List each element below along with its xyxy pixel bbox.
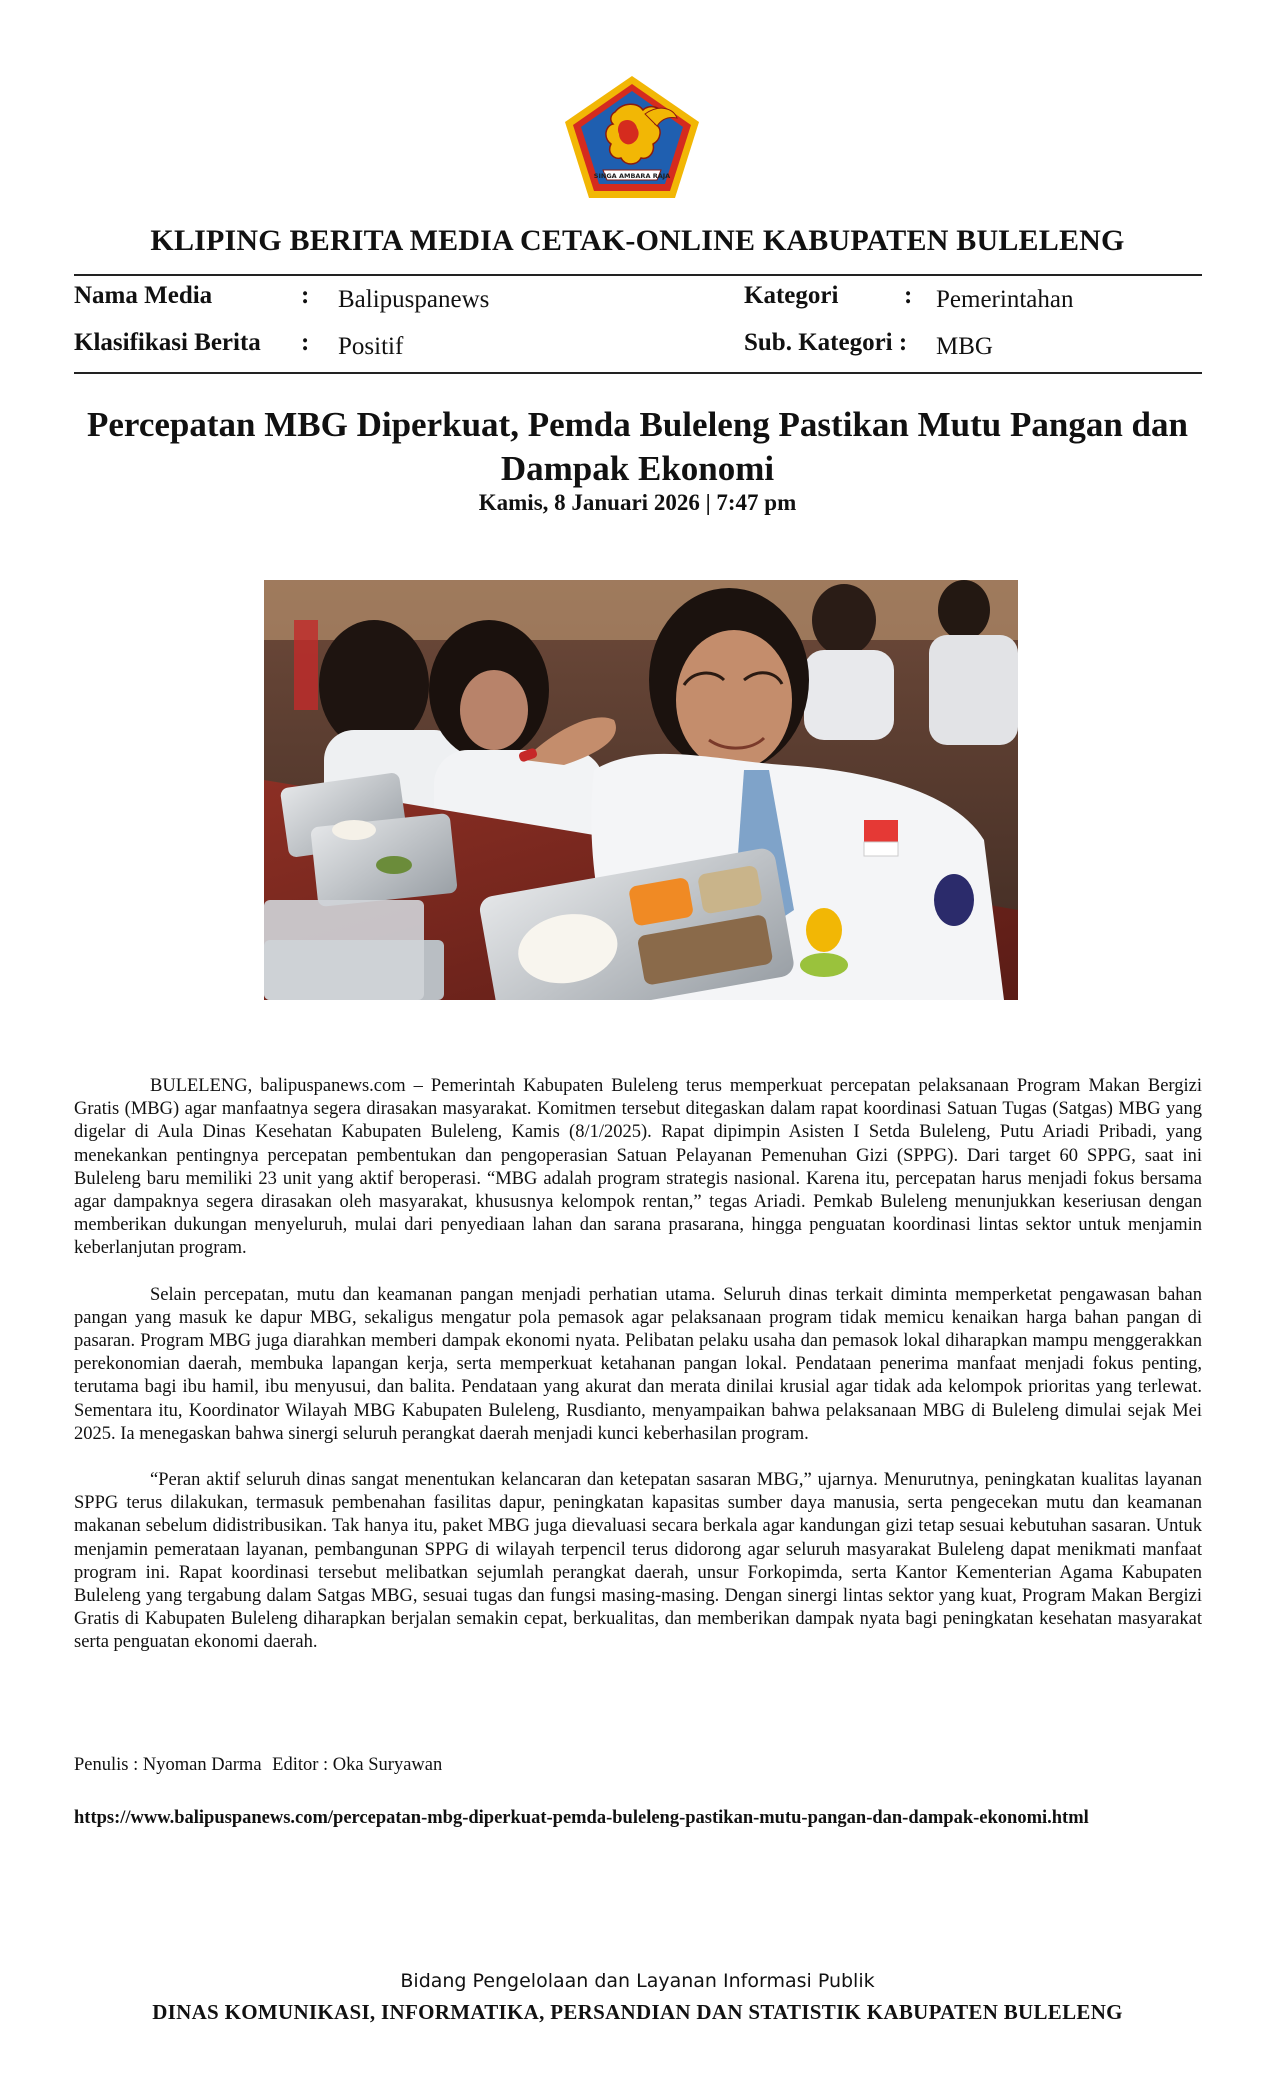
writer-credit: Penulis : Nyoman Darma	[74, 1755, 262, 1775]
article-credits	[74, 1755, 448, 1776]
svg-text:SINGA AMBARA RAJA: SINGA AMBARA RAJA	[593, 172, 671, 180]
kabupaten-buleleng-logo	[563, 74, 701, 200]
category-colon: :	[904, 282, 913, 309]
meta-row-2	[74, 329, 1202, 369]
article-paragraph-3: “Peran aktif seluruh dinas sangat menentukan kelancaran dan ketepatan sasaran MBG,” ujarnya. Menurutnya, peningkatan kualitas layanan SPPG terus dilakukan, termasuk pembenahan fasilitas dapur, peningkatan kapasitas sumber daya manusia, serta pengecekan mutu dan keamanan makanan sebelum didistribusikan. Tak hanya itu, paket MBG juga dievaluasi secara berkala agar kandungan gizi tetap sesuai kebutuhan sasaran. Untuk menjamin pemerataan layanan, pembangunan SPPG di wilayah terpencil terus didorong agar seluruh masyarakat Buleleng dapat menikmati manfaat program ini. Rapat koordinasi tersebut melibatkan sejumlah perangkat daerah, unsur Forkopimda, serta Kantor Kementerian Agama Kabupaten Buleleng yang tergabung dalam Satgas MBG, sesuai tugas dan fungsi masing-masing. Dengan sinergi lintas sektor yang kuat, Program Makan Bergizi Gratis di Kabupaten Buleleng diharapkan berjalan semakin cepat, berkualitas, dan memberikan dampak nyata bagi peningkatan kesehatan masyarakat serta penguatan ekonomi daerah.	[74, 1470, 1202, 1653]
media-name-value: Balipuspanews	[338, 286, 490, 313]
article-body	[74, 1075, 1202, 1678]
meta-row-1	[74, 282, 1202, 322]
classification-label: Klasifikasi Berita	[74, 329, 261, 356]
article-date: Kamis, 8 Januari 2026 | 7:47 pm	[478, 490, 797, 515]
document-header-title: KLIPING BERITA MEDIA CETAK-ONLINE KABUPATEN BULELENG	[150, 224, 1125, 257]
classification-value: Positif	[338, 333, 404, 360]
category-value: Pemerintahan	[936, 286, 1074, 313]
subcategory-label: Sub. Kategori :	[744, 329, 908, 356]
media-name-label: Nama Media	[74, 282, 213, 309]
subcategory-value: MBG	[936, 333, 993, 360]
article-title: Percepatan MBG Diperkuat, Pemda Buleleng Pastikan Mutu Pangan dan Dampak Ekonomi	[87, 405, 1188, 488]
footer-agency: DINAS KOMUNIKASI, INFORMATIKA, PERSANDIAN DAN STATISTIK KABUPATEN BULELENG	[152, 2000, 1123, 2024]
article-paragraph-1: BULELENG, balipuspanews.com – Pemerintah Kabupaten Buleleng terus memperkuat percepatan pelaksanaan Program Makan Bergizi Gratis (MBG) agar manfaatnya segera dirasakan masyarakat. Komitmen tersebut ditegaskan dalam rapat koordinasi Satuan Tugas (Satgas) MBG yang digelar di Aula Dinas Kesehatan Kabupaten Buleleng, Kamis (8/1/2025). Rapat dipimpin Asisten I Setda Buleleng, Putu Ariadi Pribadi, yang menekankan pentingnya percepatan pembentukan dan pengoperasian Satuan Pelayanan Pemenuhan Gizi (SPPG). Dari target 60 SPPG, saat ini Buleleng baru memiliki 23 unit yang aktif beroperasi. “MBG adalah program strategis nasional. Karena itu, percepatan harus menjadi fokus bersama agar dampaknya segera dirasakan oleh masyarakat, khususnya kelompok rentan,” tegas Ariadi. Pemkab Buleleng menunjukkan keseriusan dengan memberikan dukungan menyeluruh, mulai dari penyediaan lahan dan sarana prasarana, hingga penguatan koordinasi lintas sektor untuk menjamin keberlanjutan program.	[74, 1076, 1202, 1259]
editor-credit: Editor : Oka Suryawan	[272, 1755, 443, 1775]
article-source-url: https://www.balipuspanews.com/percepatan-mbg-diperkuat-pemda-buleleng-pastikan-mutu-pangan-dan-dampak-ekonomi.html	[74, 1808, 1089, 1828]
category-label: Kategori	[744, 282, 839, 309]
media-name-colon: :	[301, 282, 310, 309]
singa-ambara-raja-crest-icon	[563, 74, 701, 200]
article-photo	[264, 580, 1018, 1000]
header-bottom-rule	[74, 372, 1202, 374]
article-paragraph-2: Selain percepatan, mutu dan keamanan pangan menjadi perhatian utama. Seluruh dinas terkait diminta memperketat pengawasan bahan pangan yang masuk ke dapur MBG, sekaligus mengatur pola pemasok agar pelaksanaan program tidak memicu kenaikan harga bahan pangan di pasaran. Program MBG juga diarahkan memberi dampak ekonomi nyata. Pelibatan pelaku usaha dan pemasok lokal diharapkan mampu menggerakkan perekonomian daerah, membuka lapangan kerja, serta memperkuat ketahanan pangan lokal. Pendataan penerima manfaat menjadi fokus penting, terutama bagi ibu hamil, ibu menyusui, dan balita. Pendataan yang akurat dan merata dinilai krusial agar tidak ada kelompok prioritas yang terlewat. Sementara itu, Koordinator Wilayah MBG Kabupaten Buleleng, Rusdianto, menyampaikan bahwa pelaksanaan MBG di Buleleng dimulai sejak Mei 2025. Ia menegaskan bahwa sinergi seluruh perangkat daerah menjadi kunci keberhasilan program.	[74, 1284, 1202, 1444]
students-eating-photo	[264, 580, 1018, 1000]
classification-colon: :	[301, 329, 310, 356]
footer-department: Bidang Pengelolaan dan Layanan Informasi Publik	[400, 1970, 875, 1992]
header-top-rule	[74, 274, 1202, 276]
